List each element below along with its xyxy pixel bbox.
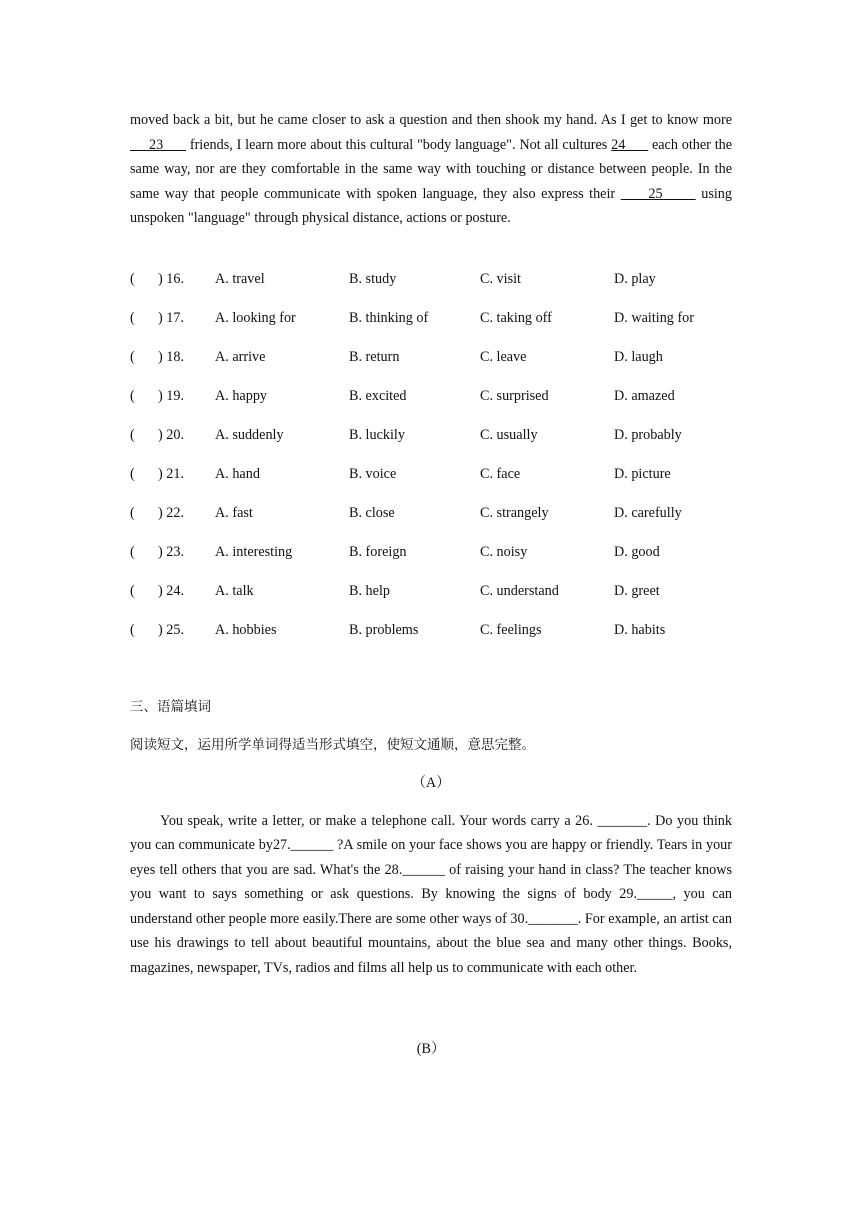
option-c: C. noisy <box>480 543 528 560</box>
passage-text: friends, I learn more about this cultural "body language". Not all cultures <box>186 136 608 153</box>
option-b: B. foreign <box>349 543 407 560</box>
option-c: C. understand <box>480 582 559 599</box>
option-d: D. probably <box>614 426 682 443</box>
passage-a: You speak, write a letter, or make a telephone call. Your words carry a 26. _______. Do you think you can communicate by27.______ ?A smile on your face shows you are happy or friendly. Tears in your eyes tell others that you are sad. What's the 28.______ of raising your hand in class? The teacher knows you want to says something or ask questions. By knowing the signs of body 29._____, you can understand other people more easily.There are some other ways of 30._______. For example, an artist can use his drawings to tell about beautiful mountains, about the blue sea and many other things. Books, magazines, newspaper, TVs, radios and films all help us to communicate with each other. <box>130 812 732 976</box>
question-number: ) 16. <box>158 270 185 287</box>
question-number: ) 19. <box>158 387 185 404</box>
option-a: A. hobbies <box>215 621 277 638</box>
question-number: ) 25. <box>158 621 185 638</box>
option-b: B. problems <box>349 621 419 638</box>
answer-paren: ( <box>130 582 135 599</box>
passage-text: each other the same way, nor are they comfortable in the same way with touching or distance between people. In the same way that people communicate with spoken language, they also express their <box>130 136 733 202</box>
option-c: C. usually <box>480 426 538 443</box>
option-c: C. taking off <box>480 309 552 326</box>
option-a: A. happy <box>215 387 268 404</box>
passage-line-1: moved back a bit, but he came closer to ask a question and then shook my hand. As I get to know <box>130 112 699 128</box>
option-a: A. looking for <box>215 309 296 326</box>
option-d: D. laugh <box>614 348 663 365</box>
option-c: C. visit <box>480 270 521 287</box>
option-a: A. travel <box>215 270 265 287</box>
question-number: ) 20. <box>158 426 185 443</box>
answer-paren: ( <box>130 309 135 326</box>
section-instruction: 阅读短文，运用所学单词得适当形式填空，使短文通顺，意思完整。 <box>130 736 535 753</box>
option-c: C. surprised <box>480 387 549 404</box>
question-row <box>130 306 732 345</box>
option-d: D. amazed <box>614 387 675 404</box>
option-b: B. help <box>349 582 390 599</box>
answer-paren: ( <box>130 270 135 287</box>
question-row <box>130 579 732 618</box>
question-options-list <box>130 267 732 657</box>
option-b: B. return <box>349 348 400 365</box>
blank-23: 23 <box>130 136 187 153</box>
option-a: A. interesting <box>215 543 293 560</box>
passage-label-a: （A） <box>411 774 451 791</box>
option-d: D. waiting for <box>614 309 694 326</box>
question-row <box>130 384 732 423</box>
question-row <box>130 462 732 501</box>
question-number: ) 18. <box>158 348 185 365</box>
answer-paren: ( <box>130 543 135 560</box>
option-b: B. luckily <box>349 426 405 443</box>
option-d: D. good <box>614 543 660 560</box>
answer-paren: ( <box>130 426 135 443</box>
question-number: ) 23. <box>158 543 185 560</box>
answer-paren: ( <box>130 348 135 365</box>
question-row <box>130 618 732 657</box>
question-number: ) 24. <box>158 582 185 599</box>
answer-paren: ( <box>130 504 135 521</box>
option-a: A. talk <box>215 582 254 599</box>
passage-text: more <box>702 112 733 128</box>
option-b: B. thinking of <box>349 309 429 326</box>
option-c: C. leave <box>480 348 527 365</box>
question-row <box>130 501 732 540</box>
option-a: A. hand <box>215 465 260 482</box>
blank-25: 25 <box>620 185 696 202</box>
option-d: D. greet <box>614 582 660 599</box>
question-row <box>130 345 732 384</box>
option-d: D. carefully <box>614 504 682 521</box>
question-row <box>130 423 732 462</box>
answer-paren: ( <box>130 387 135 404</box>
option-c: C. face <box>480 465 521 482</box>
option-a: A. fast <box>215 504 253 521</box>
option-c: C. strangely <box>480 504 549 521</box>
passage-text: using unspoken "language" through physical distance, actions or posture. <box>130 185 732 226</box>
passage-continuation <box>130 108 732 231</box>
option-b: B. voice <box>349 465 397 482</box>
answer-paren: ( <box>130 621 135 638</box>
section-title: 三、语篇填词 <box>130 698 211 715</box>
answer-paren: ( <box>130 465 135 482</box>
option-b: B. excited <box>349 387 407 404</box>
document-page <box>130 108 732 1061</box>
option-d: D. picture <box>614 465 671 482</box>
question-number: ) 17. <box>158 309 185 326</box>
question-row <box>130 540 732 579</box>
option-a: A. suddenly <box>215 426 284 443</box>
option-c: C. feelings <box>480 621 542 638</box>
question-number: ) 21. <box>158 465 185 482</box>
question-row <box>130 267 732 306</box>
question-number: ) 22. <box>158 504 185 521</box>
option-b: B. close <box>349 504 395 521</box>
blank-24: 24 <box>611 136 649 153</box>
option-d: D. habits <box>614 621 666 638</box>
option-b: B. study <box>349 270 397 287</box>
passage-label-b: (B） <box>416 1041 446 1057</box>
option-a: A. arrive <box>215 348 266 365</box>
option-d: D. play <box>614 270 656 287</box>
